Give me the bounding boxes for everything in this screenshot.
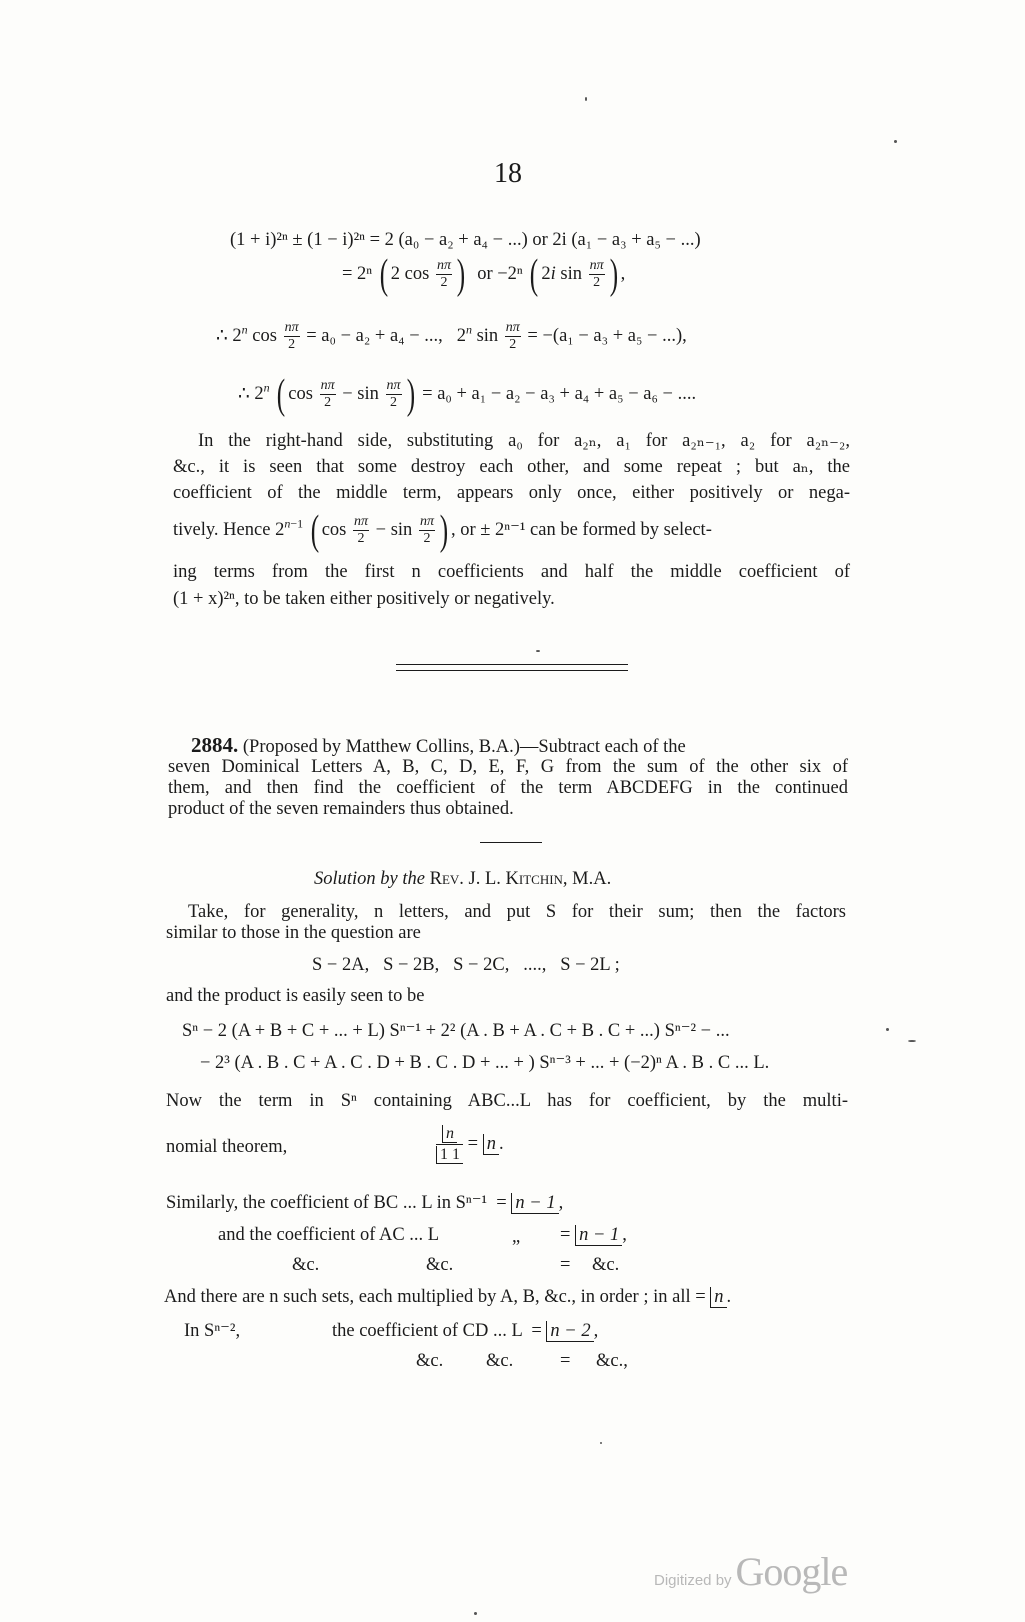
separator-rule-bottom: [396, 670, 628, 671]
problem-line-4: product of the seven remainders thus obtained.: [168, 799, 514, 819]
scan-speck: [908, 1040, 916, 1042]
solution-p3-line-2: nomial theorem,: [166, 1137, 288, 1157]
sim1-val: n − 1: [515, 1193, 556, 1213]
eq3-rhs1: = a₀ − a₂ + a₄ − ...,: [306, 325, 443, 346]
scan-speck: [600, 1442, 602, 1444]
equation-line-2: = 2ⁿ ( 2 cos $\frac{n\pi}{2}$ ) or −2ⁿ ( 2i sin $\frac{n\pi}{2}$ ) ,: [342, 251, 626, 298]
etc-3: =: [560, 1255, 571, 1275]
etc-8: &c.,: [596, 1351, 628, 1371]
equation-line-4: ∴ 2$^n$ ( cos $\frac{n\pi}{2}$ − sin $\frac{n\pi}{2}$ ) = a₀ + a₁ − a₂ − a₃ + a₄ + a₅ − a₆ − ....: [238, 371, 697, 418]
eq2-mid: or −2ⁿ: [477, 263, 523, 284]
scan-speck: [894, 140, 897, 143]
similarly-line-2: [218, 1224, 439, 1246]
problem-line-1-text: (Proposed by Matthew Collins, B.A.)—Subtract each of the: [242, 737, 686, 757]
scan-speck: [585, 97, 587, 101]
paragraph-1-line-1: In the right-hand side, substituting a₀ for a₂ₙ, a₁ for a₂ₙ₋₁, a₂ for a₂ₙ₋₂,: [198, 431, 850, 451]
sim2-ditto: „: [512, 1227, 521, 1247]
scan-speck: [474, 1612, 477, 1615]
last-line: the coefficient of CD ... L = n − 2 ,: [332, 1321, 599, 1341]
etc-1: &c.: [292, 1255, 320, 1275]
solution-author: Rev. J. L. Kitchin, M.A.: [429, 869, 612, 889]
problem-line-3: them, and then find the coefficient of the term ABCDEFG in the continued: [168, 778, 848, 798]
sim2-equals: = n − 1 ,: [560, 1225, 627, 1245]
scan-speck: [886, 1028, 889, 1031]
sets-text: And there are n such sets, each multiplied by A, B, &c., in order ; in all =: [164, 1287, 706, 1307]
solution-p1-line-2: similar to those in the question are: [166, 923, 421, 943]
multinom-den: 1 1: [436, 1146, 463, 1164]
etc-7: =: [560, 1351, 571, 1371]
solution-p2: and the product is easily seen to be: [166, 986, 425, 1006]
last-label: In Sⁿ⁻²,: [184, 1321, 241, 1341]
eq3-rhs2: = −(a₁ − a₃ + a₅ − ...),: [527, 325, 687, 346]
eq2-prefix: = 2ⁿ: [342, 263, 373, 284]
solution-heading: [314, 868, 611, 890]
page-number: 18: [494, 158, 522, 189]
watermark-digitized: Digitized by: [654, 1572, 732, 1589]
paragraph-1-line-4: tively. Hence $2^{n-1}$ ( cos $\frac{n\pi}{2}$ − sin $\frac{n\pi}{2}$ ) , or ± 2ⁿ⁻¹ can be formed by select-: [173, 507, 712, 554]
problem-number: 2884.: [191, 733, 239, 757]
equation-line-3: ∴ 2$^n$ cos $\frac{n\pi}{2}$ = a₀ − a₂ + a₄ − ..., 2$^n$ sin $\frac{n\pi}{2}$ = −(a₁ − a₃ + a₅ − ...),: [216, 320, 687, 352]
paragraph-1-line-5: ing terms from the first n coefficients and half the middle coefficient of: [173, 562, 850, 582]
etc-5: &c.: [416, 1351, 444, 1371]
product-line-2: − 2³ (A . B . C + A . C . D + B . C . D + ... + ) Sⁿ⁻³ + ... + (−2)ⁿ A . B . C ... L.: [200, 1053, 770, 1073]
sim1-label: Similarly, the coefficient of BC ... L in Sⁿ⁻¹: [166, 1193, 488, 1213]
scan-speck: [536, 650, 540, 652]
etc-4: &c.: [592, 1255, 620, 1275]
similarly-line-1: Similarly, the coefficient of BC ... L in Sⁿ⁻¹ = n − 1 ,: [166, 1193, 564, 1213]
sim2-val: n − 1: [579, 1225, 620, 1245]
product-line-1: Sⁿ − 2 (A + B + C + ... + L) Sⁿ⁻¹ + 2² (A . B + A . C + B . C + ...) Sⁿ⁻² − ...: [182, 1021, 730, 1041]
problem-line-1: [191, 734, 848, 758]
etc-2: &c.: [426, 1255, 454, 1275]
multinom-rhs: n: [486, 1133, 496, 1154]
sim2-label: and the coefficient of AC ... L: [218, 1225, 440, 1245]
multinomial-fraction: $\frac{n}{1 1}$ = n .: [436, 1124, 504, 1165]
sets-val: n: [714, 1287, 724, 1307]
last-mid: the coefficient of CD ... L: [332, 1321, 523, 1341]
etc-6: &c.: [486, 1351, 514, 1371]
paragraph-1-line-2: &c., it is seen that some destroy each other, and some repeat ; but aₙ, the: [173, 457, 850, 477]
separator-rule-top: [396, 664, 628, 665]
paragraph-1-line-3: coefficient of the middle term, appears only once, either positively or nega-: [173, 483, 850, 503]
short-rule: [480, 842, 542, 843]
equation-line-1: (1 + i)²ⁿ ± (1 − i)²ⁿ = 2 (a₀ − a₂ + a₄ − ...) or 2i (a₁ − a₃ + a₅ − ...): [230, 230, 701, 250]
paragraph-1-line-6: (1 + x)²ⁿ, to be taken either positively or negatively.: [173, 589, 555, 609]
solution-p1-line-1: Take, for generality, n letters, and put S for their sum; then the factors: [188, 902, 846, 922]
solution-p3-line-1: Now the term in Sⁿ containing ABC...L has for coefficient, by the multi-: [166, 1091, 848, 1111]
sets-line: And there are n such sets, each multiplied by A, B, &c., in order ; in all = n .: [164, 1287, 732, 1307]
p1l4-a: tively. Hence: [173, 519, 271, 540]
watermark-brand: Google: [735, 1549, 848, 1594]
google-watermark: [654, 1548, 847, 1595]
factors-line: S − 2A, S − 2B, S − 2C, ...., S − 2L ;: [312, 955, 620, 975]
solution-heading-italic: Solution by the: [314, 869, 425, 889]
last-val: n − 2: [550, 1321, 591, 1341]
p1l4-b: , or ± 2ⁿ⁻¹ can be formed by select-: [450, 519, 712, 540]
multinom-num: n: [446, 1125, 454, 1142]
problem-line-2: seven Dominical Letters A, B, C, D, E, F, G from the sum of the other six of: [168, 757, 848, 777]
eq4-rhs: = a₀ + a₁ − a₂ − a₃ + a₄ + a₅ − a₆ − ....: [422, 383, 697, 404]
